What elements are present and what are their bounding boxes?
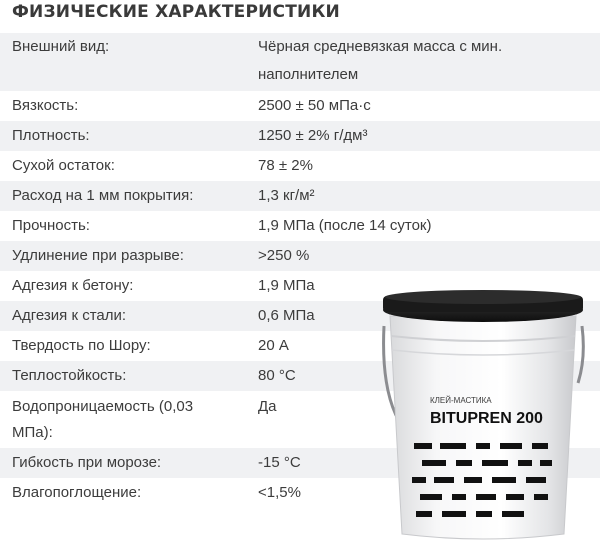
table-row — [0, 181, 600, 211]
bucket-image — [372, 288, 594, 543]
row-label: Адгезия к бетону: — [12, 277, 134, 294]
row-value: 78 ± 2% — [258, 157, 313, 174]
row-value: 1,9 МПа (после 14 суток) — [258, 217, 432, 234]
row-value: 1250 ± 2% г/дм³ — [258, 127, 368, 144]
product-subtitle: КЛЕЙ-МАСТИКА — [430, 396, 492, 405]
row-label: Внешний вид: — [12, 38, 110, 55]
row-value: Да — [258, 398, 277, 415]
row-value: 2500 ± 50 мПа·с — [258, 97, 371, 114]
row-label: Плотность: — [12, 127, 90, 144]
row-value: -15 °С — [258, 454, 301, 471]
table-row — [0, 121, 600, 151]
row-label: Расход на 1 мм покрытия: — [12, 187, 194, 204]
table-row — [0, 211, 600, 241]
row-value: 80 °С — [258, 367, 296, 384]
table-row — [0, 91, 600, 121]
row-label: Гибкость при морозе: — [12, 454, 162, 471]
row-label: Влагопоглощение: — [12, 484, 142, 501]
row-label: Теплостойкость: — [12, 367, 127, 384]
row-label: Вязкость: — [12, 97, 79, 114]
row-value: 20 А — [258, 337, 289, 354]
row-label: Сухой остаток: — [12, 157, 115, 174]
row-label: Адгезия к стали: — [12, 307, 127, 324]
row-label: Прочность: — [12, 217, 90, 234]
product-name: BITUPREN 200 — [430, 410, 543, 427]
row-value: >250 % — [258, 247, 310, 264]
row-value: 0,6 МПа — [258, 307, 315, 324]
row-value: <1,5% — [258, 484, 301, 501]
row-value: Чёрная средневязкая масса с мин. наполнителем — [258, 38, 503, 83]
row-value: 1,3 кг/м² — [258, 187, 315, 204]
table-row — [0, 33, 600, 91]
page-title: ФИЗИЧЕСКИЕ ХАРАКТЕРИСТИКИ — [12, 2, 340, 22]
row-label: Удлинение при разрыве: — [12, 247, 184, 264]
table-row — [0, 241, 600, 271]
table-row — [0, 151, 600, 181]
row-value: 1,9 МПа — [258, 277, 315, 294]
row-label: Твердость по Шору: — [12, 337, 151, 354]
row-label: Водопроницаемость (0,03 МПа): — [12, 398, 194, 441]
